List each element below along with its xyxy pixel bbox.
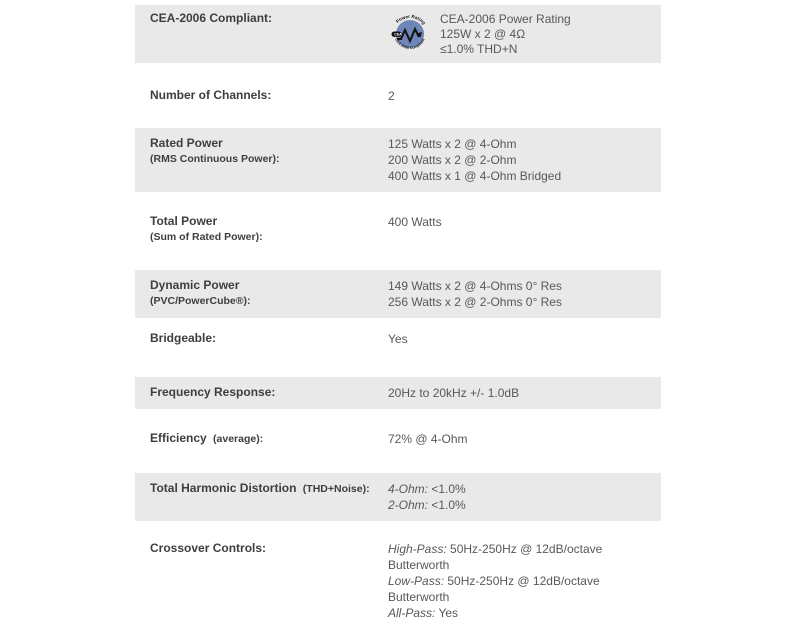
spec-value-prefix: High-Pass: [388, 542, 447, 556]
spec-label [150, 278, 388, 310]
spec-value-prefix: 2-Ohm: [388, 498, 429, 512]
spec-value-text: CEA-2006 Power Rating [440, 12, 571, 26]
spec-value-text: 149 Watts x 2 @ 4-Ohms 0° Res [388, 279, 562, 293]
spec-value [388, 88, 653, 104]
spec-value-text: 20Hz to 20kHz +/- 1.0dB [388, 386, 520, 400]
spec-value-text: Yes [438, 606, 459, 620]
spec-value-lines [388, 331, 653, 347]
spec-row [135, 270, 661, 318]
spec-label-sub: (average): [213, 433, 264, 445]
spec-value-lines [388, 88, 653, 104]
spec-row [135, 409, 661, 473]
spec-value-text: 200 Watts x 2 @ 2-Ohm [388, 153, 517, 167]
spec-row [135, 192, 661, 270]
spec-value-text: Yes [388, 332, 408, 346]
spec-value [388, 278, 653, 310]
spec-value-line [388, 385, 653, 401]
spec-value-lines [388, 136, 653, 184]
spec-label [150, 88, 388, 104]
spec-value [388, 431, 653, 447]
spec-value-lines [388, 278, 653, 310]
spec-value-line [388, 573, 653, 605]
spec-label-main: Crossover Controls: [150, 541, 267, 555]
spec-label-sub: (Sum of Rated Power): [150, 231, 263, 243]
spec-value-text: 400 Watts [388, 215, 442, 229]
spec-value-line [388, 88, 653, 104]
spec-value-line [388, 605, 653, 621]
spec-value-line [388, 294, 653, 310]
spec-value [388, 11, 653, 57]
spec-label-main: Bridgeable: [150, 331, 217, 345]
spec-value-prefix: Low-Pass: [388, 574, 445, 588]
spec-value-text: 50Hz-250Hz @ 12dB/octave Butterworth [388, 574, 600, 604]
spec-value [388, 136, 653, 184]
badge-arc-text-top: Power Rating [394, 13, 427, 26]
spec-row [135, 5, 661, 63]
spec-label [150, 11, 388, 57]
spec-value-lines [388, 481, 653, 513]
spec-value [388, 541, 653, 621]
spec-value [388, 481, 653, 513]
spec-label [150, 431, 388, 447]
spec-value-line [388, 278, 653, 294]
spec-label-main: Frequency Response: [150, 385, 276, 399]
spec-value-line [388, 214, 653, 230]
spec-value-text: 256 Watts x 2 @ 2-Ohms 0° Res [388, 295, 562, 309]
spec-value-lines [388, 431, 653, 447]
spec-value-prefix: All-Pass: [388, 606, 436, 620]
spec-row [135, 128, 661, 192]
spec-label [150, 385, 388, 401]
spec-value-text: 2 [388, 89, 395, 103]
spec-value-line [440, 27, 571, 42]
spec-label-sub: (PVC/PowerCube®): [150, 295, 251, 307]
spec-row [135, 377, 661, 409]
spec-value [388, 214, 653, 244]
spec-value-line [440, 42, 571, 57]
spec-value-line [388, 168, 653, 184]
spec-value-lines [388, 214, 653, 230]
spec-value-line [388, 152, 653, 168]
spec-value-prefix: 4-Ohm: [388, 482, 429, 496]
spec-label-main: Number of Channels: [150, 88, 272, 102]
spec-label [150, 541, 388, 621]
cea-2006-badge-icon [388, 12, 432, 56]
spec-value-line [440, 12, 571, 27]
spec-row [135, 63, 661, 128]
spec-label [150, 481, 388, 513]
spec-value-line [388, 481, 653, 497]
spec-value-line [388, 541, 653, 573]
spec-label-main: Total Harmonic Distortion [150, 481, 297, 495]
spec-label-sub: (THD+Noise): [302, 483, 370, 495]
badge-arc-text-bottom: CEA-2006 Compliant [394, 37, 426, 51]
spec-label [150, 331, 388, 347]
spec-value-line [388, 136, 653, 152]
spec-value-line [388, 331, 653, 347]
spec-label-main: CEA-2006 Compliant: [150, 11, 273, 25]
spec-value-text: 125W x 2 @ 4Ω [440, 27, 526, 41]
spec-value [388, 385, 653, 401]
spec-value-line [388, 497, 653, 513]
spec-value-lines [440, 11, 571, 57]
spec-label [150, 214, 388, 244]
spec-row [135, 318, 661, 377]
spec-label-main: Total Power [150, 214, 218, 228]
spec-row [135, 473, 661, 521]
badge-side-text: CEA [394, 32, 402, 37]
spec-table [135, 5, 661, 631]
spec-label-sub: (RMS Continuous Power): [150, 153, 280, 165]
spec-value-text: <1.0% [431, 498, 466, 512]
spec-label-main: Rated Power [150, 136, 223, 150]
spec-value-text: 72% @ 4-Ohm [388, 432, 468, 446]
spec-row [135, 521, 661, 631]
spec-value-text: <1.0% [431, 482, 466, 496]
spec-value-text: 50Hz-250Hz @ 12dB/octave Butterworth [388, 542, 603, 572]
spec-value-line [388, 431, 653, 447]
spec-value [388, 331, 653, 347]
spec-label-main: Dynamic Power [150, 278, 240, 292]
spec-value-lines [388, 541, 653, 621]
spec-label [150, 136, 388, 184]
spec-value-text: ≤1.0% THD+N [440, 42, 518, 56]
spec-value-text: 400 Watts x 1 @ 4-Ohm Bridged [388, 169, 562, 183]
spec-value-text: 125 Watts x 2 @ 4-Ohm [388, 137, 517, 151]
spec-value-lines [388, 385, 653, 401]
spec-label-main: Efficiency [150, 431, 207, 445]
